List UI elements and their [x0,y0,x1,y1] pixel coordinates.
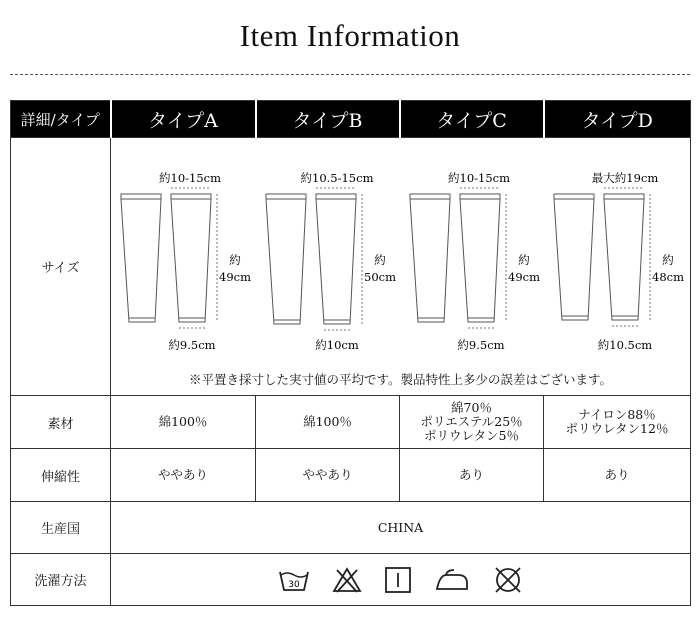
material-type-c: 綿70％ ポリエステル25％ ポリウレタン5％ [400,396,544,449]
size-diagram [111,138,691,395]
material-label: 素材 [11,396,111,449]
length-label-2: 48cm [652,270,684,284]
iron-icon [434,566,470,594]
sleeve-type-c [410,171,540,352]
sleeve-front-outline [554,194,594,320]
hang-dry-icon [384,566,412,594]
sleeve-back-outline [604,194,644,320]
stretch-type-d: あり [544,449,691,502]
sleeve-type-d [554,171,684,352]
origin-label: 生産国 [11,502,111,554]
sleeve-front-outline [410,194,450,322]
sleeve-back-outline [460,194,500,322]
bottom-width-label: 約10cm [315,338,359,352]
dashed-divider [10,74,690,75]
header-detail-type: 詳細/タイプ [11,101,111,138]
sleeve-front-outline [121,194,161,322]
top-width-label: 約10-15cm [448,171,510,185]
size-row [11,138,691,396]
length-label-2: 49cm [508,270,540,284]
care-label: 洗濯方法 [11,554,111,606]
sleeve-back-outline [316,194,356,324]
care-row [11,554,691,606]
no-bleach-icon [332,566,362,594]
length-label-2: 50cm [364,270,396,284]
material-type-d: ナイロン88％ ポリウレタン12％ [544,396,691,449]
wash-30-icon [278,566,310,594]
bottom-width-label: 約9.5cm [168,338,216,352]
length-label-1: 約 [374,253,386,267]
no-dry-clean-icon [492,564,524,596]
origin-row [11,502,691,554]
size-diagram-cell [111,138,691,396]
sleeve-type-a [121,171,251,352]
origin-value: CHINA [111,502,691,554]
top-width-label: 約10-15cm [159,171,221,185]
svg-text:30: 30 [287,579,300,590]
stretch-label: 伸縮性 [11,449,111,502]
length-label-1: 約 [229,253,241,267]
sleeve-type-b [266,171,396,352]
stretch-type-c: あり [400,449,544,502]
length-label-2: 49cm [219,270,251,284]
material-row [11,396,691,449]
bottom-width-label: 約9.5cm [457,338,505,352]
stretch-row [11,449,691,502]
sleeve-front-outline [266,194,306,324]
top-width-label: 約10.5-15cm [300,171,374,185]
page-title: Item Information [239,18,461,53]
header-type-b: タイプB [256,101,400,138]
stretch-type-a: ややあり [111,449,256,502]
spec-table [10,100,691,606]
measurement-note: ※平置き採寸した実寸値の平均です。製品特性上多少の誤差はございます。 [188,372,612,387]
header-type-a: タイプA [111,101,256,138]
length-label-1: 約 [662,253,674,267]
stretch-type-b: ややあり [256,449,400,502]
care-icons-cell [111,554,691,606]
length-label-1: 約 [518,253,530,267]
header-row [11,101,691,138]
sleeve-back-outline [171,194,211,322]
size-label: サイズ [11,138,111,396]
material-type-b: 綿100％ [256,396,400,449]
material-type-a: 綿100％ [111,396,256,449]
bottom-width-label: 約10.5cm [597,338,653,352]
header-type-d: タイプD [544,101,691,138]
header-type-c: タイプC [400,101,544,138]
top-width-label: 最大約19cm [591,171,659,185]
